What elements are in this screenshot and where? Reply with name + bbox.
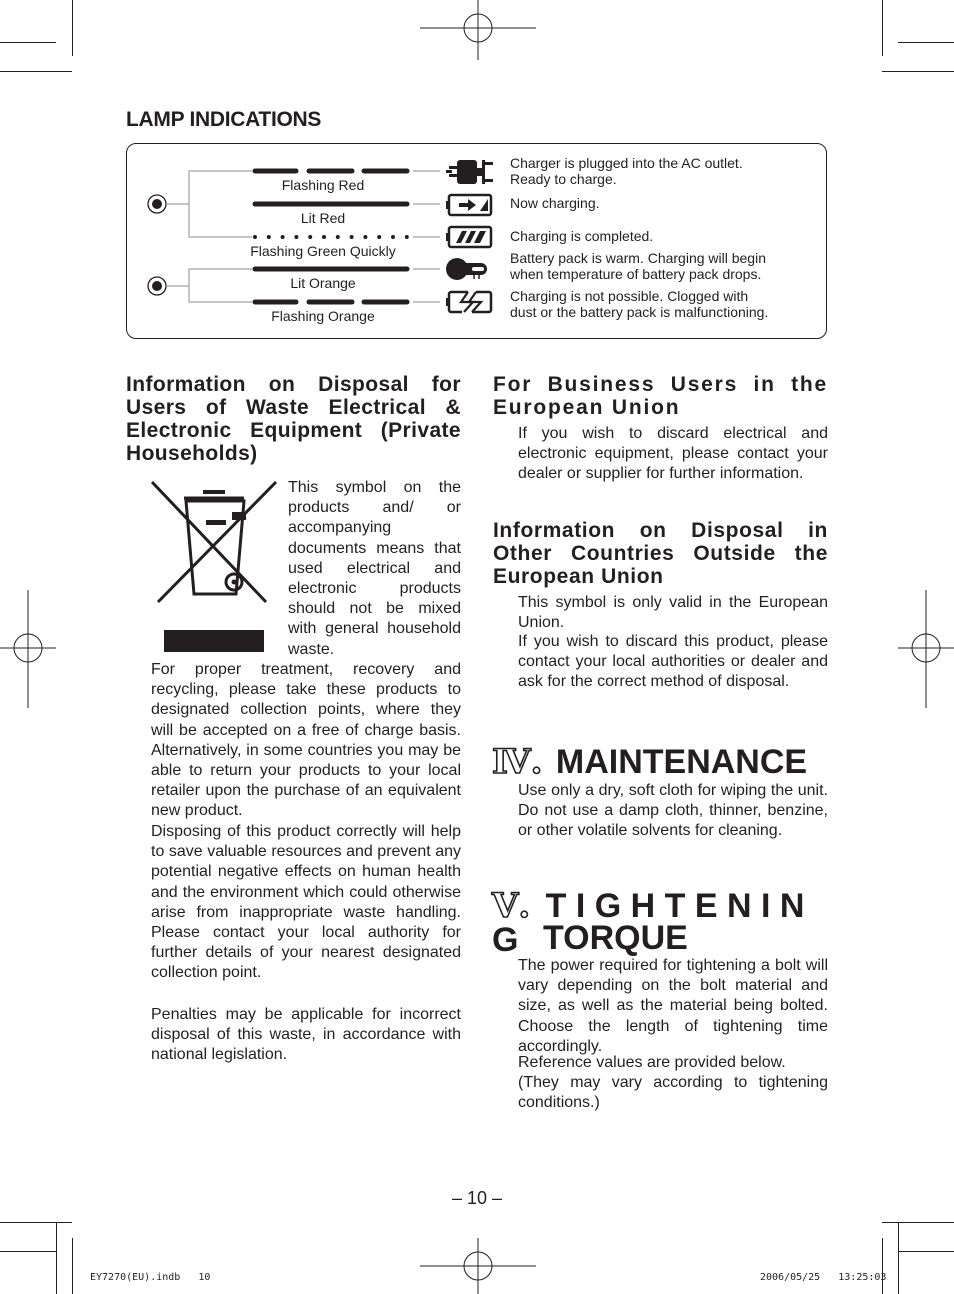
lamp-indications-title: LAMP INDICATIONS — [126, 108, 322, 131]
disposal-households-heading: Information on Disposal for Users of Waste Electrical & Electronic Equipment (Private Households) — [126, 373, 461, 465]
lamp-label-lit-red: Lit Red — [300, 210, 346, 226]
disposal-paragraph: For proper treatment, recovery and recycling, please take these products to designated collection points, where they will be accepted on a free of charge basis. Alternatively, in some countries you may be able to return your products to your local retailer upon the purchase of an equivalent new product. — [151, 661, 461, 820]
lamp-label-flashing-orange: Flashing Orange — [271, 308, 375, 324]
business-users-heading: For Business Users in the European Union — [493, 373, 828, 419]
business-users-text: If you wish to discard electrical and electronic equipment, please contact your dealer or supplier for further information. — [518, 425, 828, 483]
tightening-title-line1: T I G H T E N I N G — [492, 887, 805, 959]
tightening-text: (They may vary according to tightening conditions.) — [518, 1074, 828, 1112]
section-numeral: Ⅴ. — [492, 886, 531, 926]
disposal-paragraph: Disposing of this product correctly will help to save valuable resources and prevent any potential negative effects on human health and the environment which could otherwise arise from inappropriate waste handling. Please contact your local authority for further details of your nearest designated collection point. — [151, 823, 461, 982]
page-number: – 10 – — [451, 1188, 503, 1208]
maintenance-heading — [492, 742, 808, 782]
lamp-description: Charger is plugged into the AC outlet. Ready to charge. — [510, 155, 743, 187]
red-lamp-icon — [148, 195, 166, 213]
other-countries-heading: Information on Disposal in Other Countries Outside the European Union — [493, 519, 828, 588]
footer-file-name: EY7270(EU).indb 10 — [90, 1272, 211, 1283]
lamp-description: Battery pack is warm. Charging will begin when temperature of battery pack drops. — [510, 250, 766, 282]
lamp-label-flashing-red: Flashing Red — [281, 177, 365, 193]
orange-lamp-icon — [148, 277, 166, 295]
tightening-text: The power required for tightening a bolt will vary depending on the bolt material and size, as well as the material being bolted. Choose the length of tightening time accordingly. — [518, 957, 828, 1055]
footer-timestamp: 2006/05/25 13:25:03 — [760, 1272, 887, 1283]
lamp-description: Charging is not possible. Clogged with dust or the battery pack is malfunctioning. — [510, 288, 769, 320]
symbol-explanation-text: This symbol on the products and/ or accompanying documents means that used electrical and electronic products should not be mixed with general household waste. — [288, 479, 461, 658]
plug-icon — [446, 160, 493, 184]
lamp-description: Now charging. — [510, 195, 600, 211]
registration-target-bottom — [420, 1238, 536, 1294]
lamp-label-flashing-green: Flashing Green Quickly — [250, 243, 396, 259]
other-countries-text: This symbol is only valid in the European Union. — [518, 594, 828, 632]
maintenance-title: MAINTENANCE — [555, 743, 808, 781]
registration-target-right — [898, 590, 954, 708]
registration-target-top — [420, 0, 536, 60]
tightening-title-line2: TORQUE — [543, 919, 688, 957]
disposal-paragraph: Penalties may be applicable for incorrect disposal of this waste, in accordance with national legislation. — [151, 1006, 461, 1064]
maintenance-text: Use only a dry, soft cloth for wiping the unit. Do not use a damp cloth, thinner, benzine, or other volatile solvents for cleaning. — [518, 782, 828, 840]
section-numeral: Ⅳ. — [492, 742, 543, 782]
lamp-description: Charging is completed. — [510, 228, 654, 244]
tightening-text: Reference values are provided below. — [518, 1054, 786, 1071]
crossed-out-wheelie-bin-icon — [148, 478, 280, 656]
lamp-label-lit-orange: Lit Orange — [290, 275, 356, 291]
registration-target-left — [0, 590, 56, 708]
other-countries-text: If you wish to discard this product, please contact your local authorities or dealer and ask for the correct method of disposal. — [518, 633, 828, 691]
